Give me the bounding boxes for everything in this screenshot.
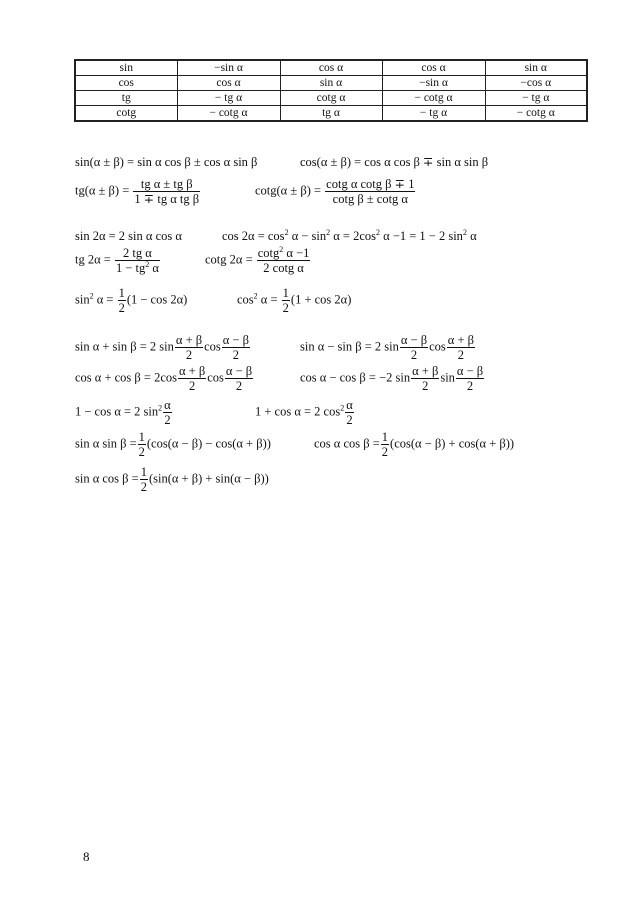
formula-part: cos [204, 339, 221, 354]
exponent: 2 [376, 228, 381, 237]
table-cell: cotg α [280, 91, 382, 106]
denominator: 2 [282, 301, 289, 315]
formula-cos-sum: cos(α ± β) = cos α cos β ∓ sin α sin β [300, 155, 489, 169]
formula-part: cos [207, 370, 224, 385]
formula-lhs: sin α − sin β = 2 sin [300, 339, 399, 354]
formula-one-minus-cos [75, 398, 173, 427]
fraction [133, 177, 200, 206]
denominator: 2 [422, 379, 429, 393]
formula-part: α = 2cos [330, 229, 377, 243]
formula-part: α −1 [283, 246, 310, 260]
formula-part: (cos(α − β) − cos(α + β)) [146, 436, 271, 451]
exponent: 2 [253, 291, 258, 301]
fraction [222, 333, 250, 362]
numerator: 1 [138, 430, 145, 444]
formula-cotg-sum [255, 177, 416, 206]
numerator: cotg α cotg β ∓ 1 [326, 177, 415, 191]
table-cell: cotg [75, 106, 177, 122]
formula-part: cos 2α = cos [222, 229, 285, 243]
numerator: α − β [225, 364, 253, 378]
table-cell: tg [75, 91, 177, 106]
formula-part: (1 + cos 2α) [290, 292, 352, 307]
numerator: α + β [175, 333, 203, 347]
fraction [178, 364, 206, 393]
formula-cos-cos-product [314, 430, 514, 459]
denominator: 2 [138, 445, 145, 459]
denominator: 2 [346, 413, 353, 427]
denominator: 2 [140, 480, 147, 494]
fraction [282, 286, 290, 315]
table-cell: cos [75, 76, 177, 91]
fraction [118, 286, 126, 315]
table-cell: − cotg α [177, 106, 280, 122]
denominator: 2 [410, 348, 418, 362]
denominator: 2 [381, 445, 389, 459]
formula-tg-double [75, 246, 161, 275]
numerator: 2 tg α [115, 246, 160, 261]
table-cell: sin α [280, 76, 382, 91]
formula-part: sin [75, 292, 90, 307]
formula-sin-plus-sin [75, 333, 251, 362]
numerator: α + β [447, 333, 475, 347]
fraction [115, 246, 160, 275]
denominator [115, 261, 160, 275]
table-cell: − tg α [485, 91, 587, 106]
table-row [75, 106, 587, 122]
formula-part: α = [93, 292, 114, 307]
table-row [75, 76, 587, 91]
formula-lhs: sin α sin β = [75, 436, 137, 451]
fraction [140, 465, 148, 494]
formula-part: cotg [257, 246, 280, 260]
numerator: α [346, 398, 353, 412]
formula-part: α − sin [288, 229, 327, 243]
formula-part: sin [440, 370, 455, 385]
numerator: 1 [381, 430, 389, 444]
table-cell: − cotg α [485, 106, 587, 122]
formula-lhs: cos α − cos β = −2 sin [300, 370, 411, 385]
formula-part: α = [257, 292, 278, 307]
formula-sin-cos-product [75, 465, 269, 494]
reduction-table [74, 59, 588, 122]
fraction [447, 333, 475, 362]
numerator: α + β [412, 364, 439, 378]
fraction [381, 430, 389, 459]
denominator: 2 [466, 379, 474, 393]
exponent: 2 [284, 228, 289, 237]
formula-part: (cos(α − β) + cos(α + β)) [390, 436, 515, 451]
denominator: 2 cotg α [263, 261, 304, 275]
fraction [225, 364, 253, 393]
formula-lhs: cos α cos β = [314, 436, 380, 451]
denominator: 2 [118, 301, 125, 315]
denominator: 2 [457, 348, 465, 362]
formula-sin-sum: sin(α ± β) = sin α cos β ± cos α sin β [75, 155, 258, 169]
exponent: 2 [340, 403, 345, 413]
table-cell: tg α [280, 106, 382, 122]
page-number: 8 [83, 849, 90, 864]
formula-lhs: 1 − cos α = 2 sin [75, 404, 159, 419]
table-cell: − tg α [382, 106, 485, 122]
numerator: α − β [456, 364, 484, 378]
formula-lhs: tg(α ± β) = [75, 183, 130, 198]
table-row [75, 60, 587, 76]
formula-part: cos [237, 292, 254, 307]
exponent: 2 [89, 291, 94, 301]
denominator: 2 [232, 348, 240, 362]
formula-part: (1 − cos 2α) [126, 292, 188, 307]
formula-part: cos [429, 339, 446, 354]
denominator: 2 [235, 379, 243, 393]
formula-part: (sin(α + β) + sin(α − β)) [148, 471, 269, 486]
table-cell: − tg α [177, 91, 280, 106]
numerator [257, 246, 311, 261]
formula-one-plus-cos [255, 398, 355, 427]
numerator: α − β [222, 333, 250, 347]
denominator: cotg β ± cotg α [332, 192, 408, 206]
formula-cos-double [222, 229, 477, 244]
formula-sin-minus-sin [300, 333, 476, 362]
table-cell: −sin α [177, 60, 280, 76]
formula-cotg-double [205, 246, 311, 275]
denominator: 1 ∓ tg α tg β [134, 192, 200, 206]
formula-cos-minus-cos [300, 364, 485, 393]
table-cell: − cotg α [382, 91, 485, 106]
numerator: 1 [140, 465, 147, 479]
formula-sin-squared [75, 286, 187, 315]
exponent: 2 [279, 245, 284, 254]
formula-part: α [466, 229, 477, 243]
formula-lhs: cotg 2α = [205, 252, 253, 267]
fraction [138, 430, 146, 459]
table-cell: −cos α [485, 76, 587, 91]
numerator: 1 [118, 286, 125, 300]
table-cell: cos α [280, 60, 382, 76]
table-row [75, 91, 587, 106]
fraction [175, 333, 203, 362]
fraction [456, 364, 484, 393]
denominator: 2 [188, 379, 196, 393]
formula-cos-squared [237, 286, 351, 315]
numerator: α − β [400, 333, 428, 347]
fraction [257, 246, 311, 275]
fraction [163, 398, 172, 427]
exponent: 2 [462, 228, 467, 237]
exponent: 2 [145, 260, 150, 269]
denominator: 2 [164, 413, 171, 427]
formula-lhs: sin α + sin β = 2 sin [75, 339, 174, 354]
formula-sin-double: sin 2α = 2 sin α cos α [75, 229, 182, 243]
formula-lhs: sin α cos β = [75, 471, 139, 486]
formula-lhs: 1 + cos α = 2 cos [255, 404, 341, 419]
numerator: α + β [179, 364, 206, 378]
formula-lhs: cotg(α ± β) = [255, 183, 322, 198]
table-cell: sin [75, 60, 177, 76]
formula-part: α [149, 261, 159, 275]
formula-lhs: cos α + cos β = 2cos [75, 370, 177, 385]
table-cell: sin α [485, 60, 587, 76]
formula-part: 1 − tg [115, 261, 146, 275]
fraction [400, 333, 428, 362]
numerator: α [164, 398, 171, 412]
exponent: 2 [326, 228, 331, 237]
formula-cos-plus-cos [75, 364, 254, 393]
formula-sin-sin-product [75, 430, 271, 459]
table-cell: cos α [177, 76, 280, 91]
formula-part: α −1 = 1 − 2 sin [380, 229, 463, 243]
fraction [345, 398, 354, 427]
numerator: 1 [282, 286, 289, 300]
table-cell: −sin α [382, 76, 485, 91]
denominator: 2 [185, 348, 193, 362]
formula-tg-sum [75, 177, 201, 206]
fraction [325, 177, 415, 206]
fraction [411, 364, 439, 393]
formula-lhs: tg 2α = [75, 252, 111, 267]
exponent: 2 [158, 403, 163, 413]
table-cell: cos α [382, 60, 485, 76]
numerator: tg α ± tg β [133, 177, 200, 192]
